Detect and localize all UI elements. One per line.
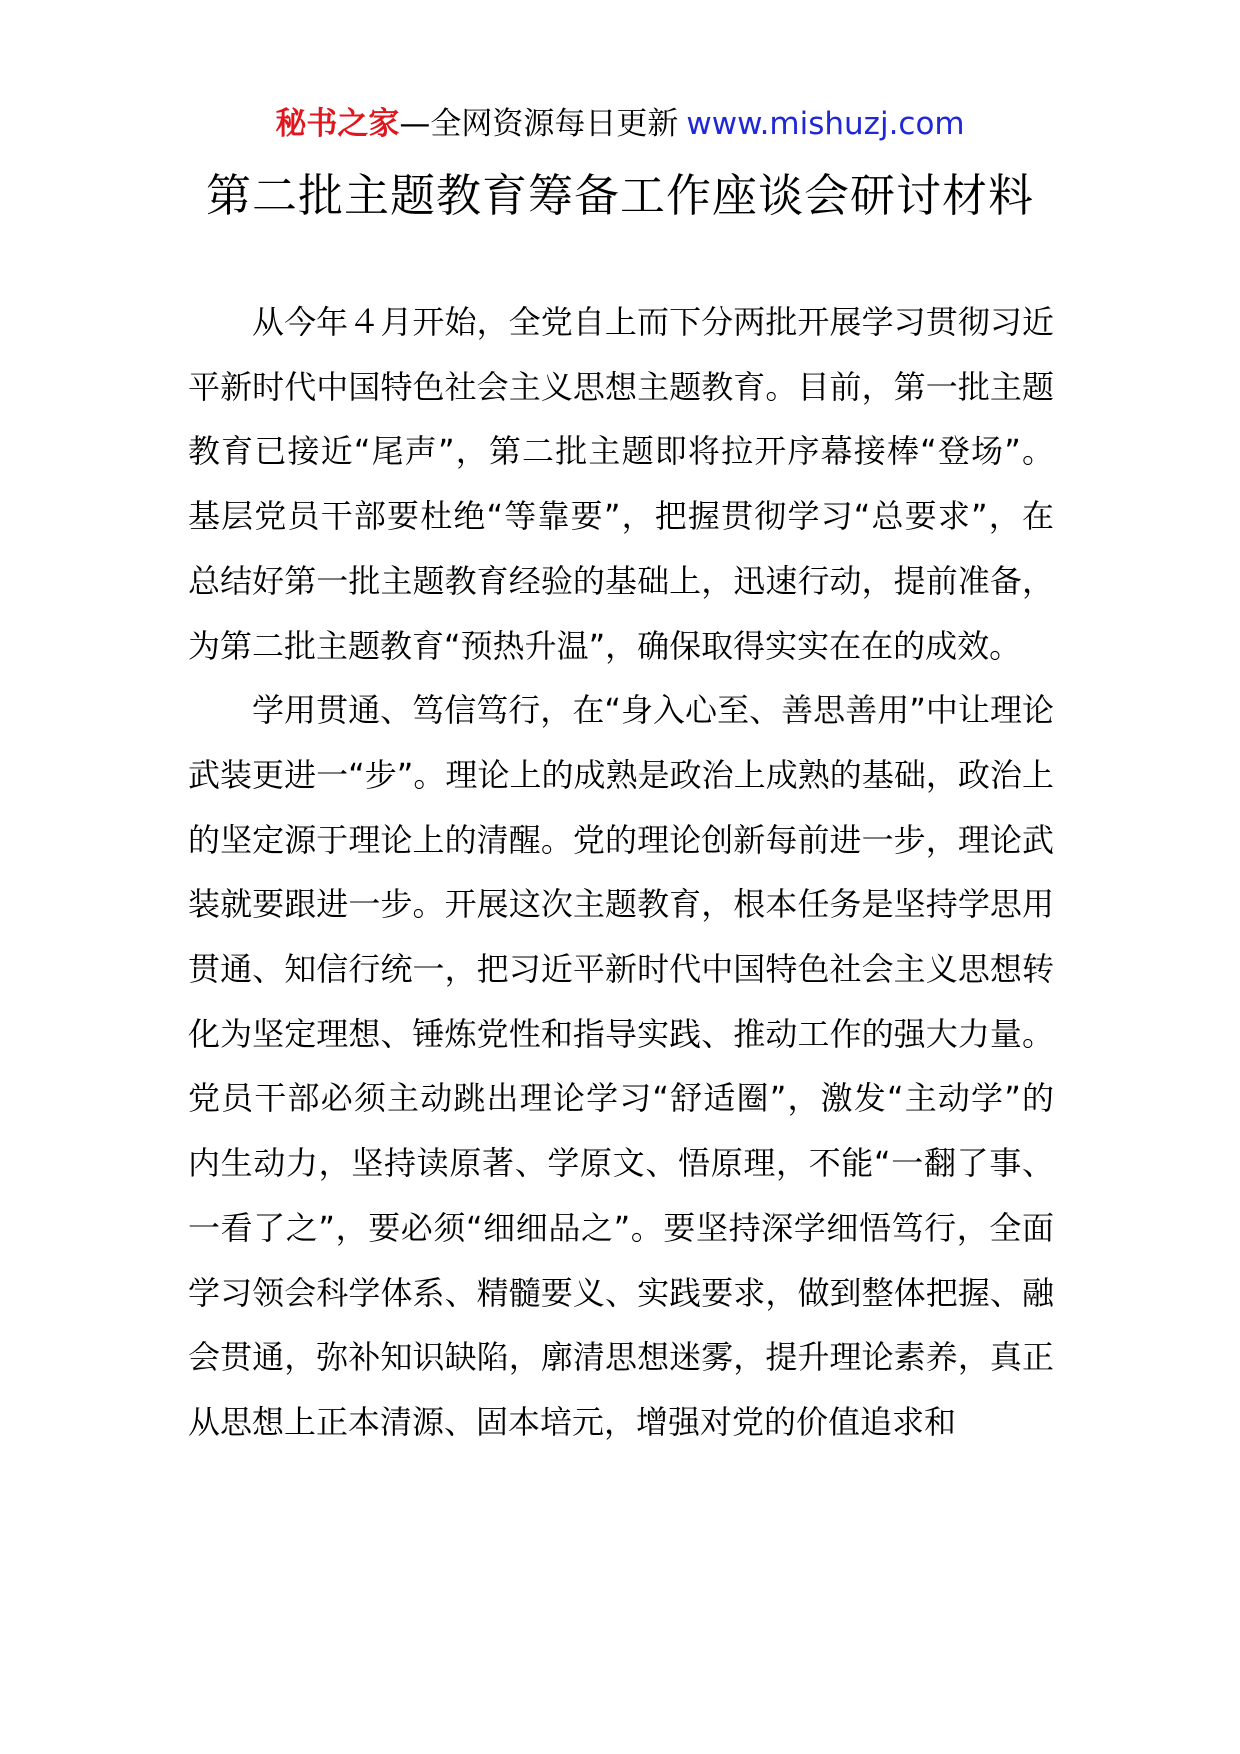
brand-name: 秘书之家 xyxy=(275,106,400,142)
site-header xyxy=(0,100,1240,148)
site-url-link[interactable]: www.mishuzj.com xyxy=(686,106,965,142)
body-paragraph: 从今年４月开始，全党自上而下分两批开展学习贯彻习近平新时代中国特色社会主义思想主题教育。目前，第一批主题教育已接近“尾声”，第二批主题即将拉开序幕接棒“登场”。基层党员干部要杜绝“等靠要”，把握贯彻学习“总要求”，在总结好第一批主题教育经验的基础上，迅速行动，提前准备，为第二批主题教育“预热升温”，确保取得实实在在的成效。 xyxy=(188,303,1054,665)
body-paragraph: 学用贯通、笃信笃行，在“身入心至、善思善用”中让理论武装更进一“步”。理论上的成熟是政治上成熟的基础，政治上的坚定源于理论上的清醒。党的理论创新每前进一步，理论武装就要跟进一步。开展这次主题教育，根本任务是坚持学思用贯通、知信行统一，把习近平新时代中国特色社会主义思想转化为坚定理想、锤炼党性和指导实践、推动工作的强大力量。党员干部必须主动跳出理论学习“舒适圈”，激发“主动学”的内生动力，坚持读原著、学原文、悟原理，不能“一翻了事、一看了之”，要必须“细细品之”。要坚持深学细悟笃行，全面学习领会科学体系、精髓要义、实践要求，做到整体把握、融会贯通，弥补知识缺陷，廓清思想迷雾，提升理论素养，真正从思想上正本清源、固本培元，增强对党的价值追求和 xyxy=(188,691,1054,1441)
header-tagline: —全网资源每日更新 xyxy=(399,106,679,142)
document-title: 第二批主题教育筹备工作座谈会研讨材料 xyxy=(205,169,1034,222)
document-body xyxy=(188,290,1054,1455)
